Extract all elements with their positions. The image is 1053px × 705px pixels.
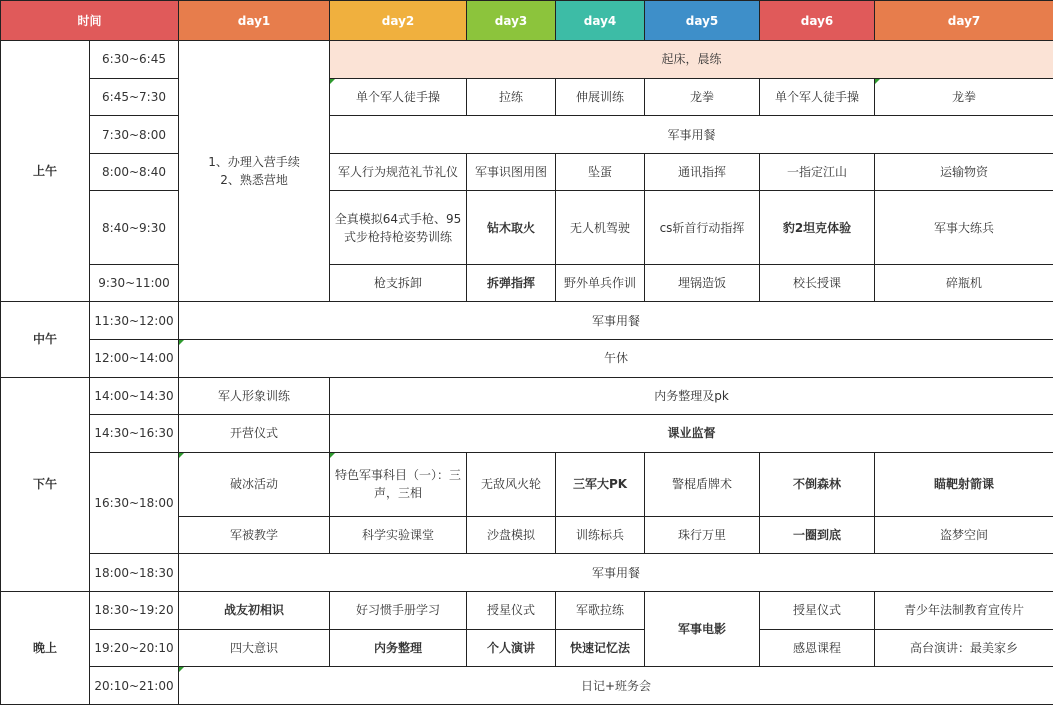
schedule-cell: 军事识图用图: [467, 153, 556, 191]
schedule-cell: 训练标兵: [556, 516, 645, 554]
schedule-cell: 无敌风火轮: [467, 452, 556, 516]
time-cell: 9:30~11:00: [90, 264, 179, 302]
header-day4: day4: [556, 1, 645, 41]
schedule-cell: 不倒森林: [760, 452, 875, 516]
header-day1: day1: [179, 1, 330, 41]
homework-supervision-cell: 课业监督: [330, 415, 1053, 453]
schedule-cell: 战友初相识: [179, 591, 330, 629]
schedule-cell: 四大意识: [179, 629, 330, 667]
noon-meal-cell: 军事用餐: [179, 302, 1053, 340]
time-cell: 19:20~20:10: [90, 629, 179, 667]
table-row: [1, 264, 1053, 302]
schedule-cell: 单个军人徒手操: [760, 78, 875, 116]
schedule-cell: 破冰活动: [179, 452, 330, 516]
header-day5: day5: [645, 1, 760, 41]
time-cell: 14:00~14:30: [90, 377, 179, 415]
schedule-cell: 全真模拟64式手枪、95式步枪持枪姿势训练: [330, 191, 467, 264]
cell-text: 1、办理入营手续 2、熟悉营地: [208, 155, 300, 188]
schedule-cell: 授星仪式: [760, 591, 875, 629]
schedule-cell: 开营仪式: [179, 415, 330, 453]
schedule-cell: 野外单兵作训: [556, 264, 645, 302]
schedule-cell: 校长授课: [760, 264, 875, 302]
table-row: [1, 667, 1053, 705]
header-day3: day3: [467, 1, 556, 41]
dinner-cell: 军事用餐: [179, 554, 1053, 592]
table-row: [1, 116, 1053, 154]
schedule-cell: 军人行为规范礼节礼仪: [330, 153, 467, 191]
schedule-cell: 好习惯手册学习: [330, 591, 467, 629]
time-cell: 18:00~18:30: [90, 554, 179, 592]
header-time: 时间: [1, 1, 179, 41]
time-cell: 8:00~8:40: [90, 153, 179, 191]
time-cell: 18:30~19:20: [90, 591, 179, 629]
time-cell: 16:30~18:00: [90, 452, 179, 554]
schedule-cell: 一指定江山: [760, 153, 875, 191]
schedule-cell: cs斩首行动指挥: [645, 191, 760, 264]
schedule-cell: 一圈到底: [760, 516, 875, 554]
movie-cell: 军事电影: [645, 591, 760, 666]
header-day2: day2: [330, 1, 467, 41]
schedule-cell: 埋锅造饭: [645, 264, 760, 302]
table-row: [1, 78, 1053, 116]
table-row: [1, 153, 1053, 191]
period-noon: 中午: [1, 302, 90, 377]
schedule-cell: 珠行万里: [645, 516, 760, 554]
period-evening: 晚上: [1, 591, 90, 704]
time-cell: 6:45~7:30: [90, 78, 179, 116]
schedule-cell: 感恩课程: [760, 629, 875, 667]
table-row: [1, 302, 1053, 340]
day1-morning-cell: [179, 41, 330, 302]
time-cell: 20:10~21:00: [90, 667, 179, 705]
schedule-cell: 钻木取火: [467, 191, 556, 264]
military-meal-cell: 军事用餐: [330, 116, 1053, 154]
schedule-cell: 拉练: [467, 78, 556, 116]
schedule-cell: 枪支拆卸: [330, 264, 467, 302]
schedule-cell: 军被教学: [179, 516, 330, 554]
time-cell: 6:30~6:45: [90, 41, 179, 79]
table-row: [1, 377, 1053, 415]
schedule-cell: 瞄靶射箭课: [875, 452, 1053, 516]
time-cell: 12:00~14:00: [90, 339, 179, 377]
schedule-cell: 单个军人徒手操: [330, 78, 467, 116]
schedule-cell: 军歌拉练: [556, 591, 645, 629]
table-row: [1, 415, 1053, 453]
time-cell: 11:30~12:00: [90, 302, 179, 340]
table-row: [1, 339, 1053, 377]
schedule-cell: 青少年法制教育宣传片: [875, 591, 1053, 629]
time-cell: 14:30~16:30: [90, 415, 179, 453]
schedule-cell: 盗梦空间: [875, 516, 1053, 554]
table-row: [1, 41, 1053, 79]
schedule-cell: 通讯指挥: [645, 153, 760, 191]
table-row: [1, 191, 1053, 264]
table-row: [1, 452, 1053, 516]
schedule-cell: 快速记忆法: [556, 629, 645, 667]
schedule-cell: 坠蛋: [556, 153, 645, 191]
time-cell: 8:40~9:30: [90, 191, 179, 264]
header-row: [1, 1, 1053, 41]
table-row: [1, 591, 1053, 629]
schedule-cell: 军事大练兵: [875, 191, 1053, 264]
schedule-cell: 军人形象训练: [179, 377, 330, 415]
schedule-cell: 科学实验课堂: [330, 516, 467, 554]
schedule-cell: 三军大PK: [556, 452, 645, 516]
time-cell: 7:30~8:00: [90, 116, 179, 154]
nap-cell: 午休: [179, 339, 1053, 377]
period-afternoon: 下午: [1, 377, 90, 591]
header-day6: day6: [760, 1, 875, 41]
schedule-cell: 碎瓶机: [875, 264, 1053, 302]
schedule-cell: 沙盘模拟: [467, 516, 556, 554]
schedule-cell: 内务整理: [330, 629, 467, 667]
schedule-cell: 个人演讲: [467, 629, 556, 667]
schedule-cell: 无人机驾驶: [556, 191, 645, 264]
housekeeping-pk-cell: 内务整理及pk: [330, 377, 1053, 415]
schedule-cell: 运输物资: [875, 153, 1053, 191]
schedule-cell: 龙拳: [875, 78, 1053, 116]
schedule-cell: 授星仪式: [467, 591, 556, 629]
schedule-cell: 高台演讲：最美家乡: [875, 629, 1053, 667]
table-row: [1, 629, 1053, 667]
schedule-cell: 警棍盾牌术: [645, 452, 760, 516]
schedule-cell: 拆弹指挥: [467, 264, 556, 302]
wake-up-banner: 起床，晨练: [330, 41, 1053, 79]
table-row: [1, 554, 1053, 592]
schedule-cell: 特色军事科目（一）：三声，三相: [330, 452, 467, 516]
header-day7: day7: [875, 1, 1053, 41]
schedule-cell: 豹2坦克体验: [760, 191, 875, 264]
period-morning: 上午: [1, 41, 90, 302]
schedule-cell: 龙拳: [645, 78, 760, 116]
diary-cell: 日记+班务会: [179, 667, 1053, 705]
schedule-cell: 伸展训练: [556, 78, 645, 116]
